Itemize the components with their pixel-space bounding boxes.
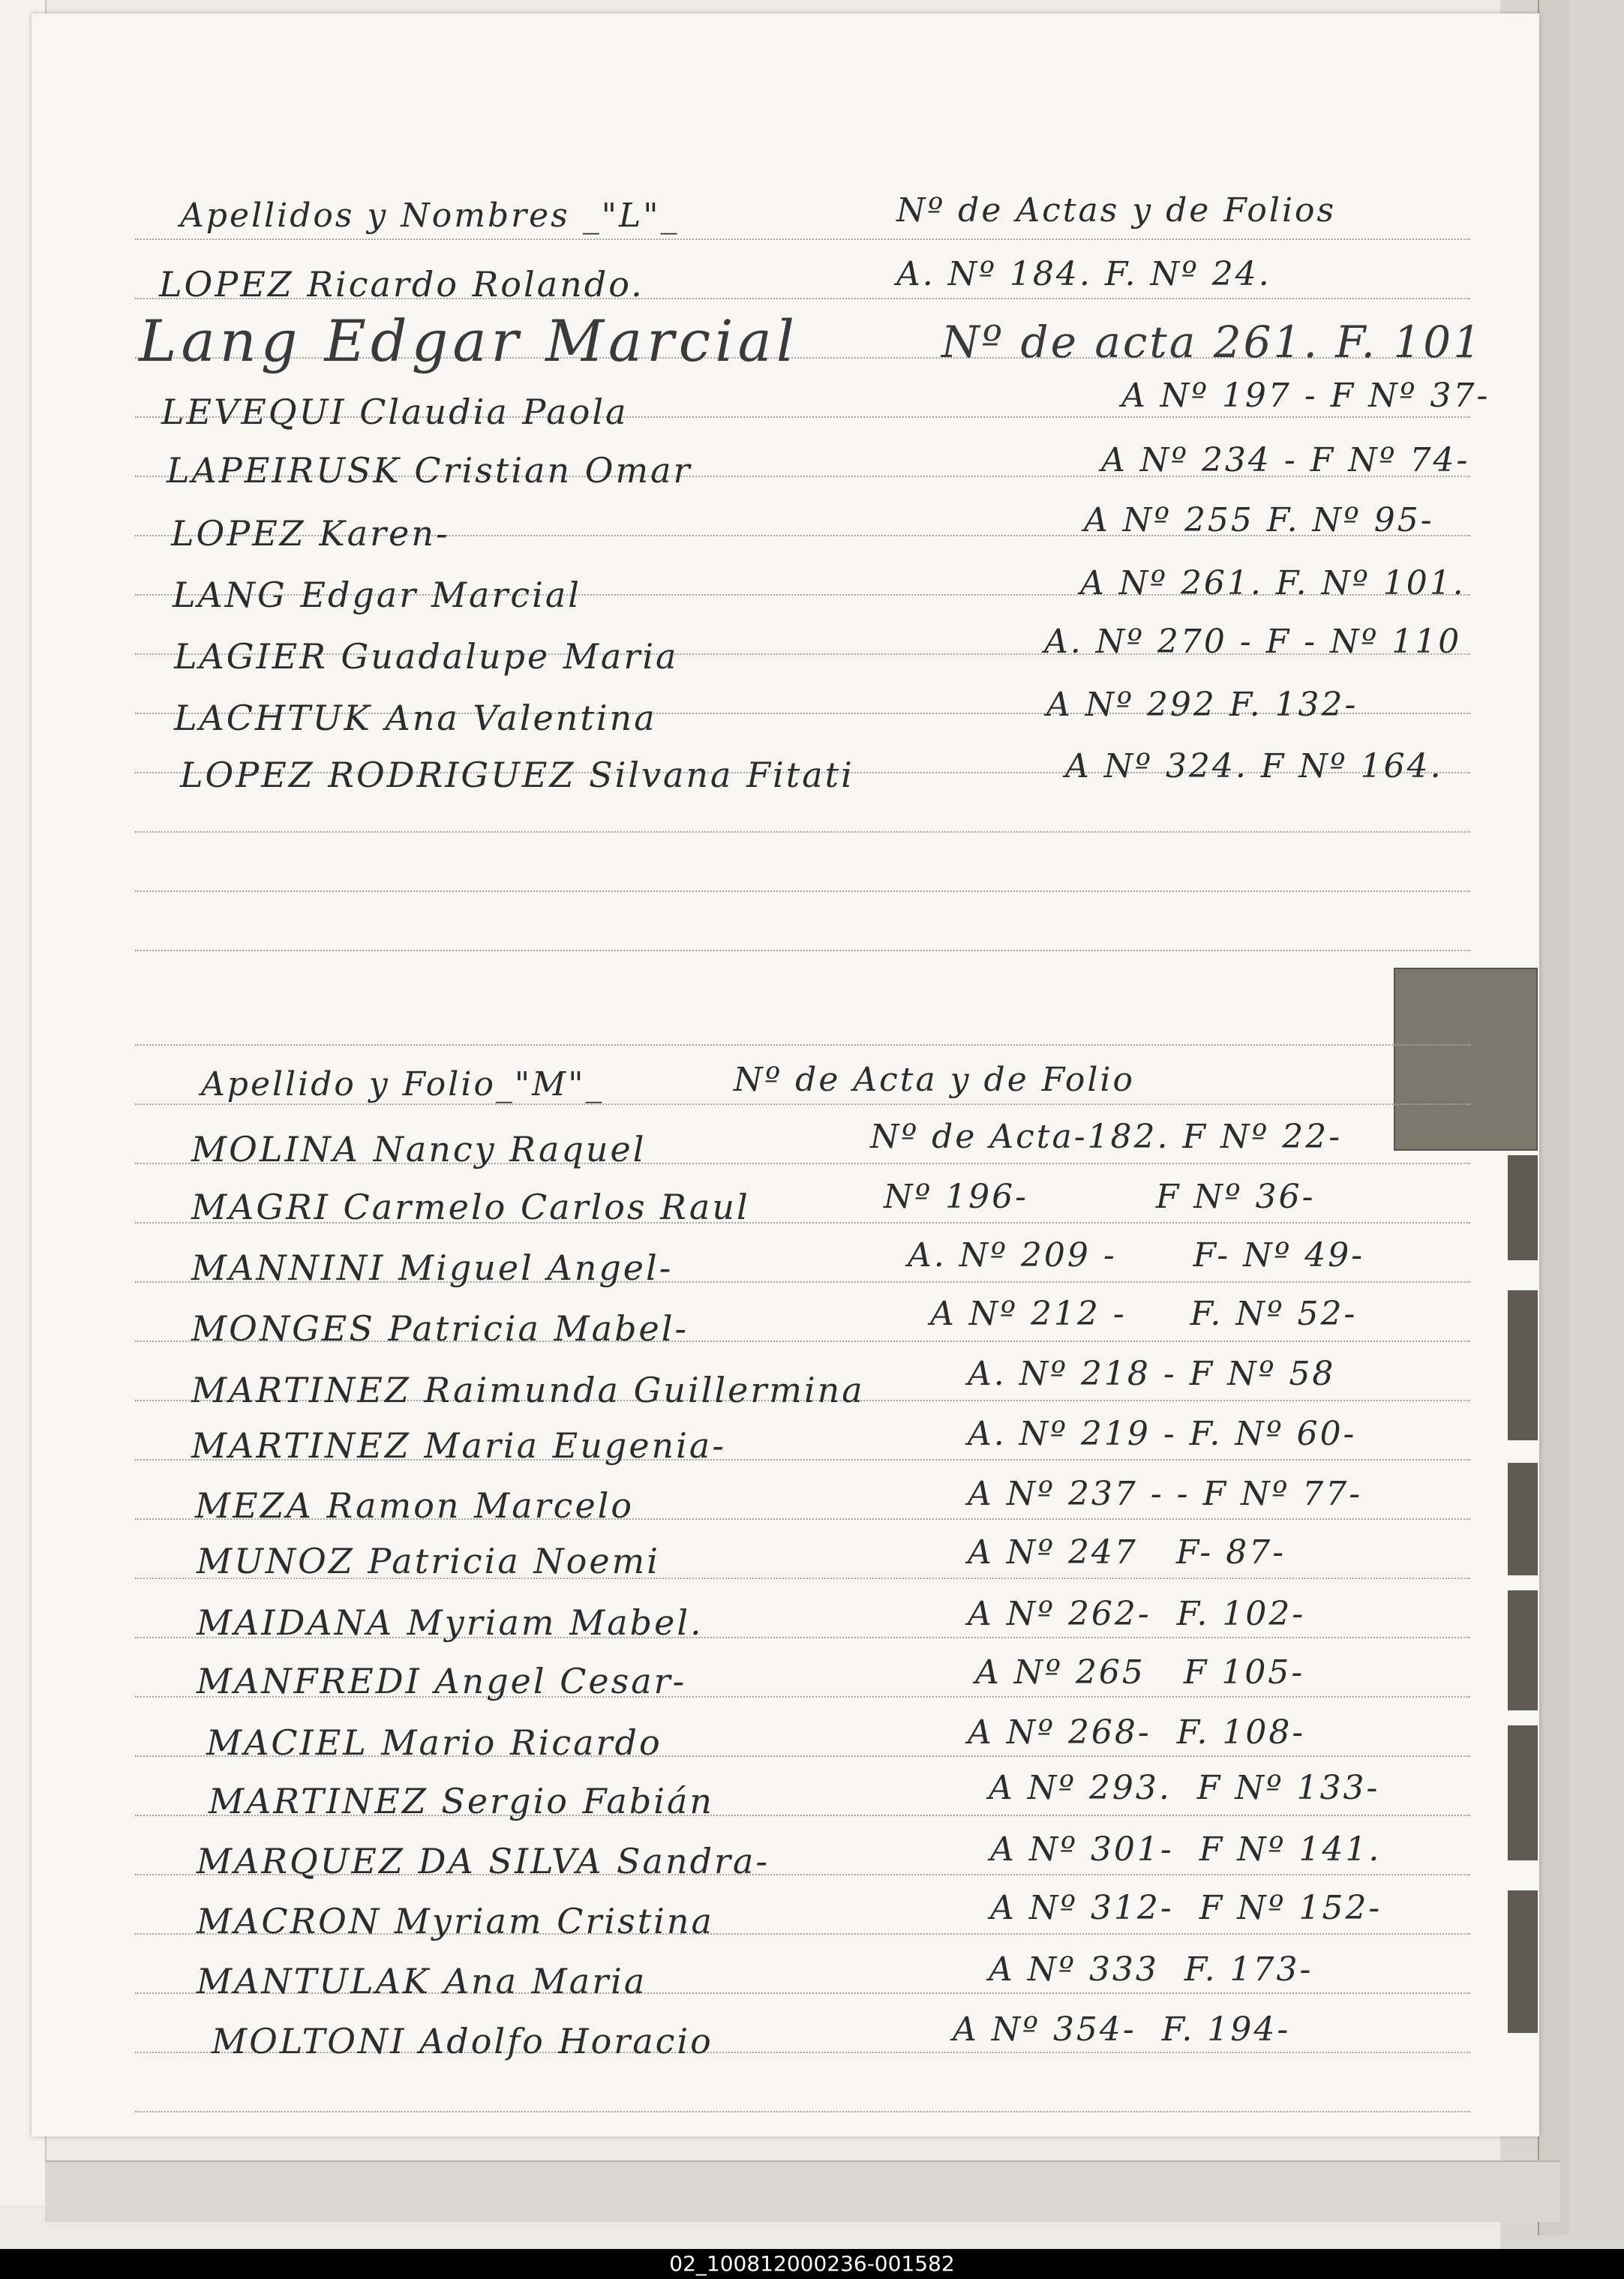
section-l-row-ref: A Nº 292 F. 132-	[1046, 686, 1358, 724]
section-m-row-name: MEZA Ramon Marcelo	[195, 1485, 635, 1526]
ruled-line	[135, 2111, 1470, 2112]
section-m-row-name: MANNINI Miguel Angel-	[191, 1248, 674, 1288]
section-m-row-ref: A Nº 301- F Nº 141.	[990, 1830, 1382, 1869]
section-m-row-name: MARTINEZ Sergio Fabián	[209, 1781, 715, 1821]
image-code-label: 02_100812000236-001582	[669, 2251, 955, 2276]
section-m-row-ref: A Nº 262- F. 102-	[968, 1595, 1306, 1633]
section-m-row-name: MOLINA Nancy Raquel	[191, 1129, 647, 1170]
ruled-line	[135, 239, 1470, 240]
section-m-row-name: MARQUEZ DA SILVA Sandra-	[197, 1841, 770, 1881]
section-m-row-ref: A Nº 333 F. 173-	[989, 1950, 1313, 1989]
section-l-row-name: LANG Edgar Marcial	[173, 575, 582, 615]
ruled-line	[135, 950, 1470, 951]
section-l-row-name: LEVEQUI Claudia Paola	[161, 392, 629, 432]
section-l-row-name: Lang Edgar Marcial	[139, 308, 800, 374]
section-m-row-name: MOLTONI Adolfo Horacio	[212, 2021, 713, 2061]
ruled-line	[135, 831, 1470, 833]
section-m-row-ref: A Nº 247 F- 87-	[968, 1533, 1286, 1572]
book-cover-edge	[1538, 0, 1569, 2235]
section-m-row-name: MUNOZ Patricia Noemi	[197, 1541, 660, 1581]
section-l-row-name: LOPEZ Ricardo Rolando.	[159, 264, 644, 305]
index-tab-strip	[1508, 1590, 1538, 1710]
section-m-row-ref: Nº 196- F Nº 36-	[884, 1178, 1316, 1216]
section-m-row-ref: A Nº 354- F. 194-	[953, 2010, 1291, 2049]
section-m-row-name: MACRON Myriam Cristina	[197, 1901, 714, 1941]
section-l-row-name: LOPEZ RODRIGUEZ Silvana Fitati	[180, 755, 854, 795]
section-m-row-name: MARTINEZ Raimunda Guillermina	[191, 1370, 865, 1410]
section-l-row-ref: A Nº 234 - F Nº 74-	[1101, 441, 1470, 479]
section-m-row-ref: A Nº 312- F Nº 152-	[990, 1889, 1382, 1927]
index-tab-strip	[1508, 1290, 1538, 1440]
section-m-row-ref: A. Nº 218 - F Nº 58	[968, 1355, 1336, 1393]
section-m-row-ref: A Nº 293. F Nº 133-	[989, 1769, 1380, 1807]
section-m-row-name: MAIDANA Myriam Mabel.	[197, 1602, 704, 1643]
section-l-row-name: LAPEIRUSK Cristian Omar	[167, 450, 692, 491]
section-m-row-ref: A. Nº 209 - F- Nº 49-	[908, 1236, 1365, 1275]
section-m-row-name: MAGRI Carmelo Carlos Raul	[191, 1187, 750, 1227]
ruled-line	[135, 1103, 1470, 1105]
section-l-header-right: Nº de Actas y de Folios	[896, 191, 1337, 230]
section-l-row-name: LOPEZ Karen-	[171, 513, 450, 554]
section-m-row-name: MARTINEZ Maria Eugenia-	[191, 1425, 726, 1466]
section-m-row-ref: A Nº 237 - - F Nº 77-	[968, 1475, 1363, 1513]
section-m-row-ref: A Nº 268- F. 108-	[968, 1713, 1306, 1752]
index-tab-strip	[1508, 1890, 1538, 2033]
section-m-row-name: MACIEL Mario Ricardo	[206, 1722, 662, 1763]
section-m-row-name: MANTULAK Ana Maria	[197, 1961, 647, 2001]
index-tab-strip	[1508, 1725, 1538, 1860]
section-m-header-right: Nº de Acta y de Folio	[734, 1061, 1135, 1099]
section-l-row-ref: A. Nº 184. F. Nº 24.	[896, 255, 1271, 293]
index-tab-strip	[1508, 1155, 1538, 1260]
section-m-row-name: MONGES Patricia Mabel-	[191, 1308, 689, 1349]
section-m-header-left: Apellido y Folio_"M"_	[201, 1065, 605, 1103]
book-bottom-edge	[45, 2160, 1560, 2222]
section-l-row-ref: A. Nº 270 - F - Nº 110	[1044, 623, 1462, 661]
index-tab	[1394, 968, 1538, 1151]
section-l-row-ref: A Nº 261. F. Nº 101.	[1080, 564, 1466, 602]
section-l-header-left: Apellidos y Nombres _"L"_	[180, 197, 680, 235]
section-m-row-name: MANFREDI Angel Cesar-	[197, 1661, 687, 1701]
ruled-line	[135, 1044, 1470, 1046]
section-l-row-name: LAGIER Guadalupe Maria	[174, 636, 679, 677]
section-m-row-ref: A. Nº 219 - F. Nº 60-	[968, 1415, 1357, 1453]
index-tab-strip	[1508, 1463, 1538, 1575]
section-m-row-ref: A Nº 212 - F. Nº 52-	[930, 1295, 1358, 1333]
section-l-row-ref: Nº de acta 261. F. 101	[941, 317, 1484, 368]
section-l-row-name: LACHTUK Ana Valentina	[174, 698, 657, 738]
section-m-row-ref: A Nº 265 F 105-	[975, 1653, 1305, 1692]
ruled-line	[135, 890, 1470, 892]
section-l-row-ref: A Nº 197 - F Nº 37-	[1121, 377, 1490, 415]
section-m-row-ref: Nº de Acta-182. F Nº 22-	[870, 1118, 1343, 1156]
section-l-row-ref: A Nº 324. F Nº 164.	[1065, 747, 1443, 785]
section-l-row-ref: A Nº 255 F. Nº 95-	[1084, 501, 1434, 539]
